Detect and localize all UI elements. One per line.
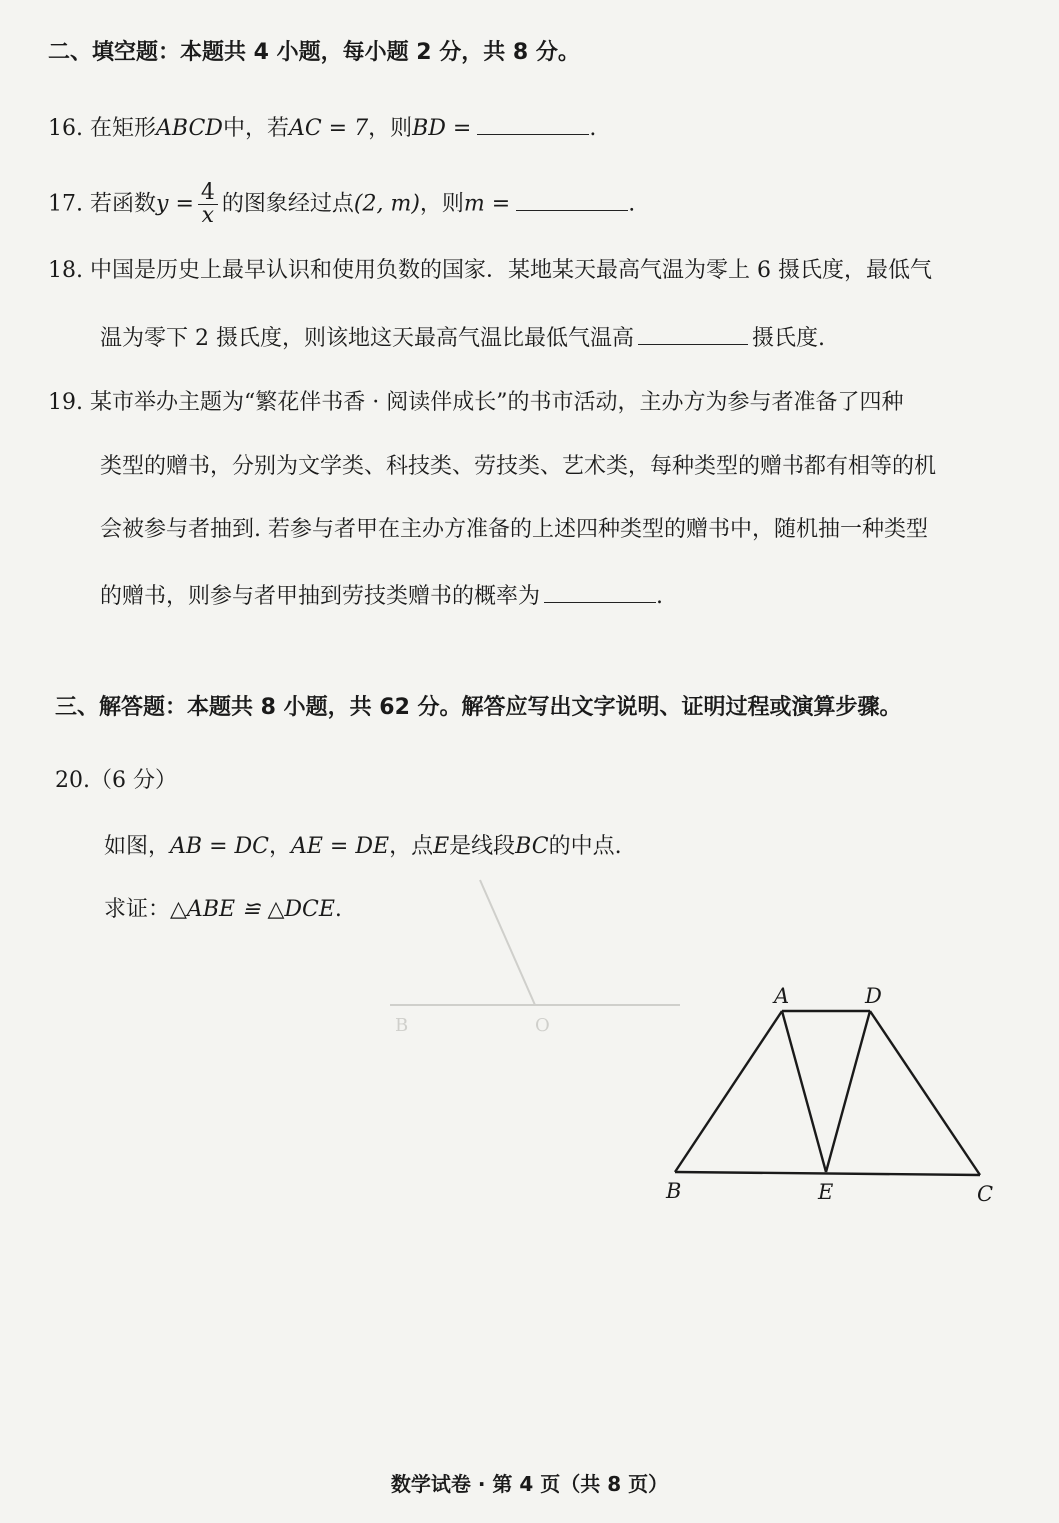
vertex-label-a: A — [774, 984, 790, 1008]
q20-text: 的中点. — [548, 834, 622, 859]
question-18-line-1 — [48, 256, 932, 286]
q17-number: 17. — [48, 191, 83, 217]
section3-header: 三、解答题：本题共 8 小题，共 62 分。解答应写出文字说明、证明过程或演算步骤。 — [55, 695, 902, 720]
q19-end: . — [656, 584, 664, 609]
q17-text: 的图象经过点 — [221, 191, 354, 217]
q16-end: . — [589, 116, 597, 141]
q20-statement: △ABE ≌ △DCE — [170, 897, 335, 922]
bleed-through-text: B — [395, 1015, 409, 1036]
question-19-line-3: 会被参与者抽到. 若参与者甲在主办方准备的上述四种类型的赠书中，随机抽一种类型 — [100, 517, 928, 542]
q17-y: y = — [156, 191, 194, 217]
segment-de — [826, 1011, 870, 1172]
question-17 — [48, 182, 635, 227]
q16-target: BD = — [412, 116, 472, 141]
q20-text: 是线段 — [449, 834, 516, 859]
vertex-label-c: C — [977, 1182, 994, 1205]
bleed-through-text: O — [535, 1015, 550, 1036]
q17-text: ，则 — [419, 191, 464, 217]
q18-text: 摄氏度. — [752, 326, 825, 351]
q20-score: （6 分） — [90, 768, 177, 793]
question-16 — [48, 112, 596, 144]
q17-point: (2, m) — [353, 191, 420, 217]
question-19-line-2: 类型的赠书，分别为文学类、科技类、劳技类、艺术类，每种类型的赠书都有相等的机 — [100, 454, 937, 479]
q16-rect: ABCD — [156, 116, 223, 141]
q16-number: 16. — [48, 116, 83, 141]
q19-text: 某市举办主题为“繁花伴书香 · 阅读伴成长”的书市活动，主办方为参与者准备了四种 — [90, 390, 904, 415]
q18-answer-blank[interactable] — [638, 322, 748, 345]
q20-condition-ae: AE = DE — [290, 834, 390, 859]
question-19-line-4 — [100, 580, 663, 612]
q20-text: ， — [268, 834, 291, 859]
question-19-line-1 — [48, 388, 903, 418]
q19-text: 的赠书，则参与者甲抽到劳技类赠书的概率为 — [100, 584, 541, 609]
q20-text: . — [334, 897, 342, 922]
vertex-label-b: B — [666, 1179, 682, 1203]
q17-fraction — [198, 182, 218, 227]
q19-answer-blank[interactable] — [544, 580, 656, 603]
q18-text: 温为零下 2 摄氏度，则该地这天最高气温比最低气温高 — [100, 326, 634, 351]
q18-number: 18. — [48, 258, 83, 283]
q17-denominator: x — [201, 203, 215, 228]
vertex-label-d: D — [865, 984, 882, 1008]
q19-number: 19. — [48, 390, 83, 415]
q20-condition-ab: AB = DC — [170, 834, 269, 859]
q20-segment-bc: BC — [515, 834, 549, 859]
q17-end: . — [628, 191, 636, 217]
q20-prove — [104, 895, 342, 925]
segment-ae — [782, 1011, 826, 1172]
q20-given — [104, 832, 622, 862]
q16-condition: AC = 7 — [288, 116, 369, 141]
q16-answer-blank[interactable] — [477, 112, 589, 135]
q17-answer-blank[interactable] — [516, 188, 628, 211]
segment-ab — [675, 1011, 782, 1172]
page-footer: 数学试卷 · 第 4 页（共 8 页） — [390, 1472, 669, 1496]
segment-dc — [870, 1011, 980, 1175]
section2-header: 二、填空题：本题共 4 小题，每小题 2 分，共 8 分。 — [48, 40, 580, 65]
segment-bc — [675, 1172, 980, 1175]
q20-number: 20. — [55, 768, 90, 793]
q17-numerator: 4 — [198, 182, 218, 205]
q20-text: 求证： — [104, 897, 171, 922]
q20-text: ，点 — [389, 834, 434, 859]
q16-text: 中，若 — [222, 116, 289, 141]
question-18-line-2 — [100, 322, 825, 354]
q17-target: m = — [463, 191, 511, 217]
q17-text: 若函数 — [90, 191, 157, 217]
vertex-label-e: E — [818, 1180, 834, 1204]
q20-text: 如图， — [104, 834, 171, 859]
q20-point-e: E — [433, 834, 450, 859]
q16-text: 在矩形 — [90, 116, 157, 141]
trapezoid-figure — [650, 975, 1010, 1205]
bleed-through-figure — [380, 870, 690, 1010]
q16-text: ，则 — [368, 116, 413, 141]
q18-text: 中国是历史上最早认识和使用负数的国家．某地某天最高气温为零上 6 摄氏度，最低气 — [90, 258, 932, 283]
question-20-header — [55, 766, 177, 796]
